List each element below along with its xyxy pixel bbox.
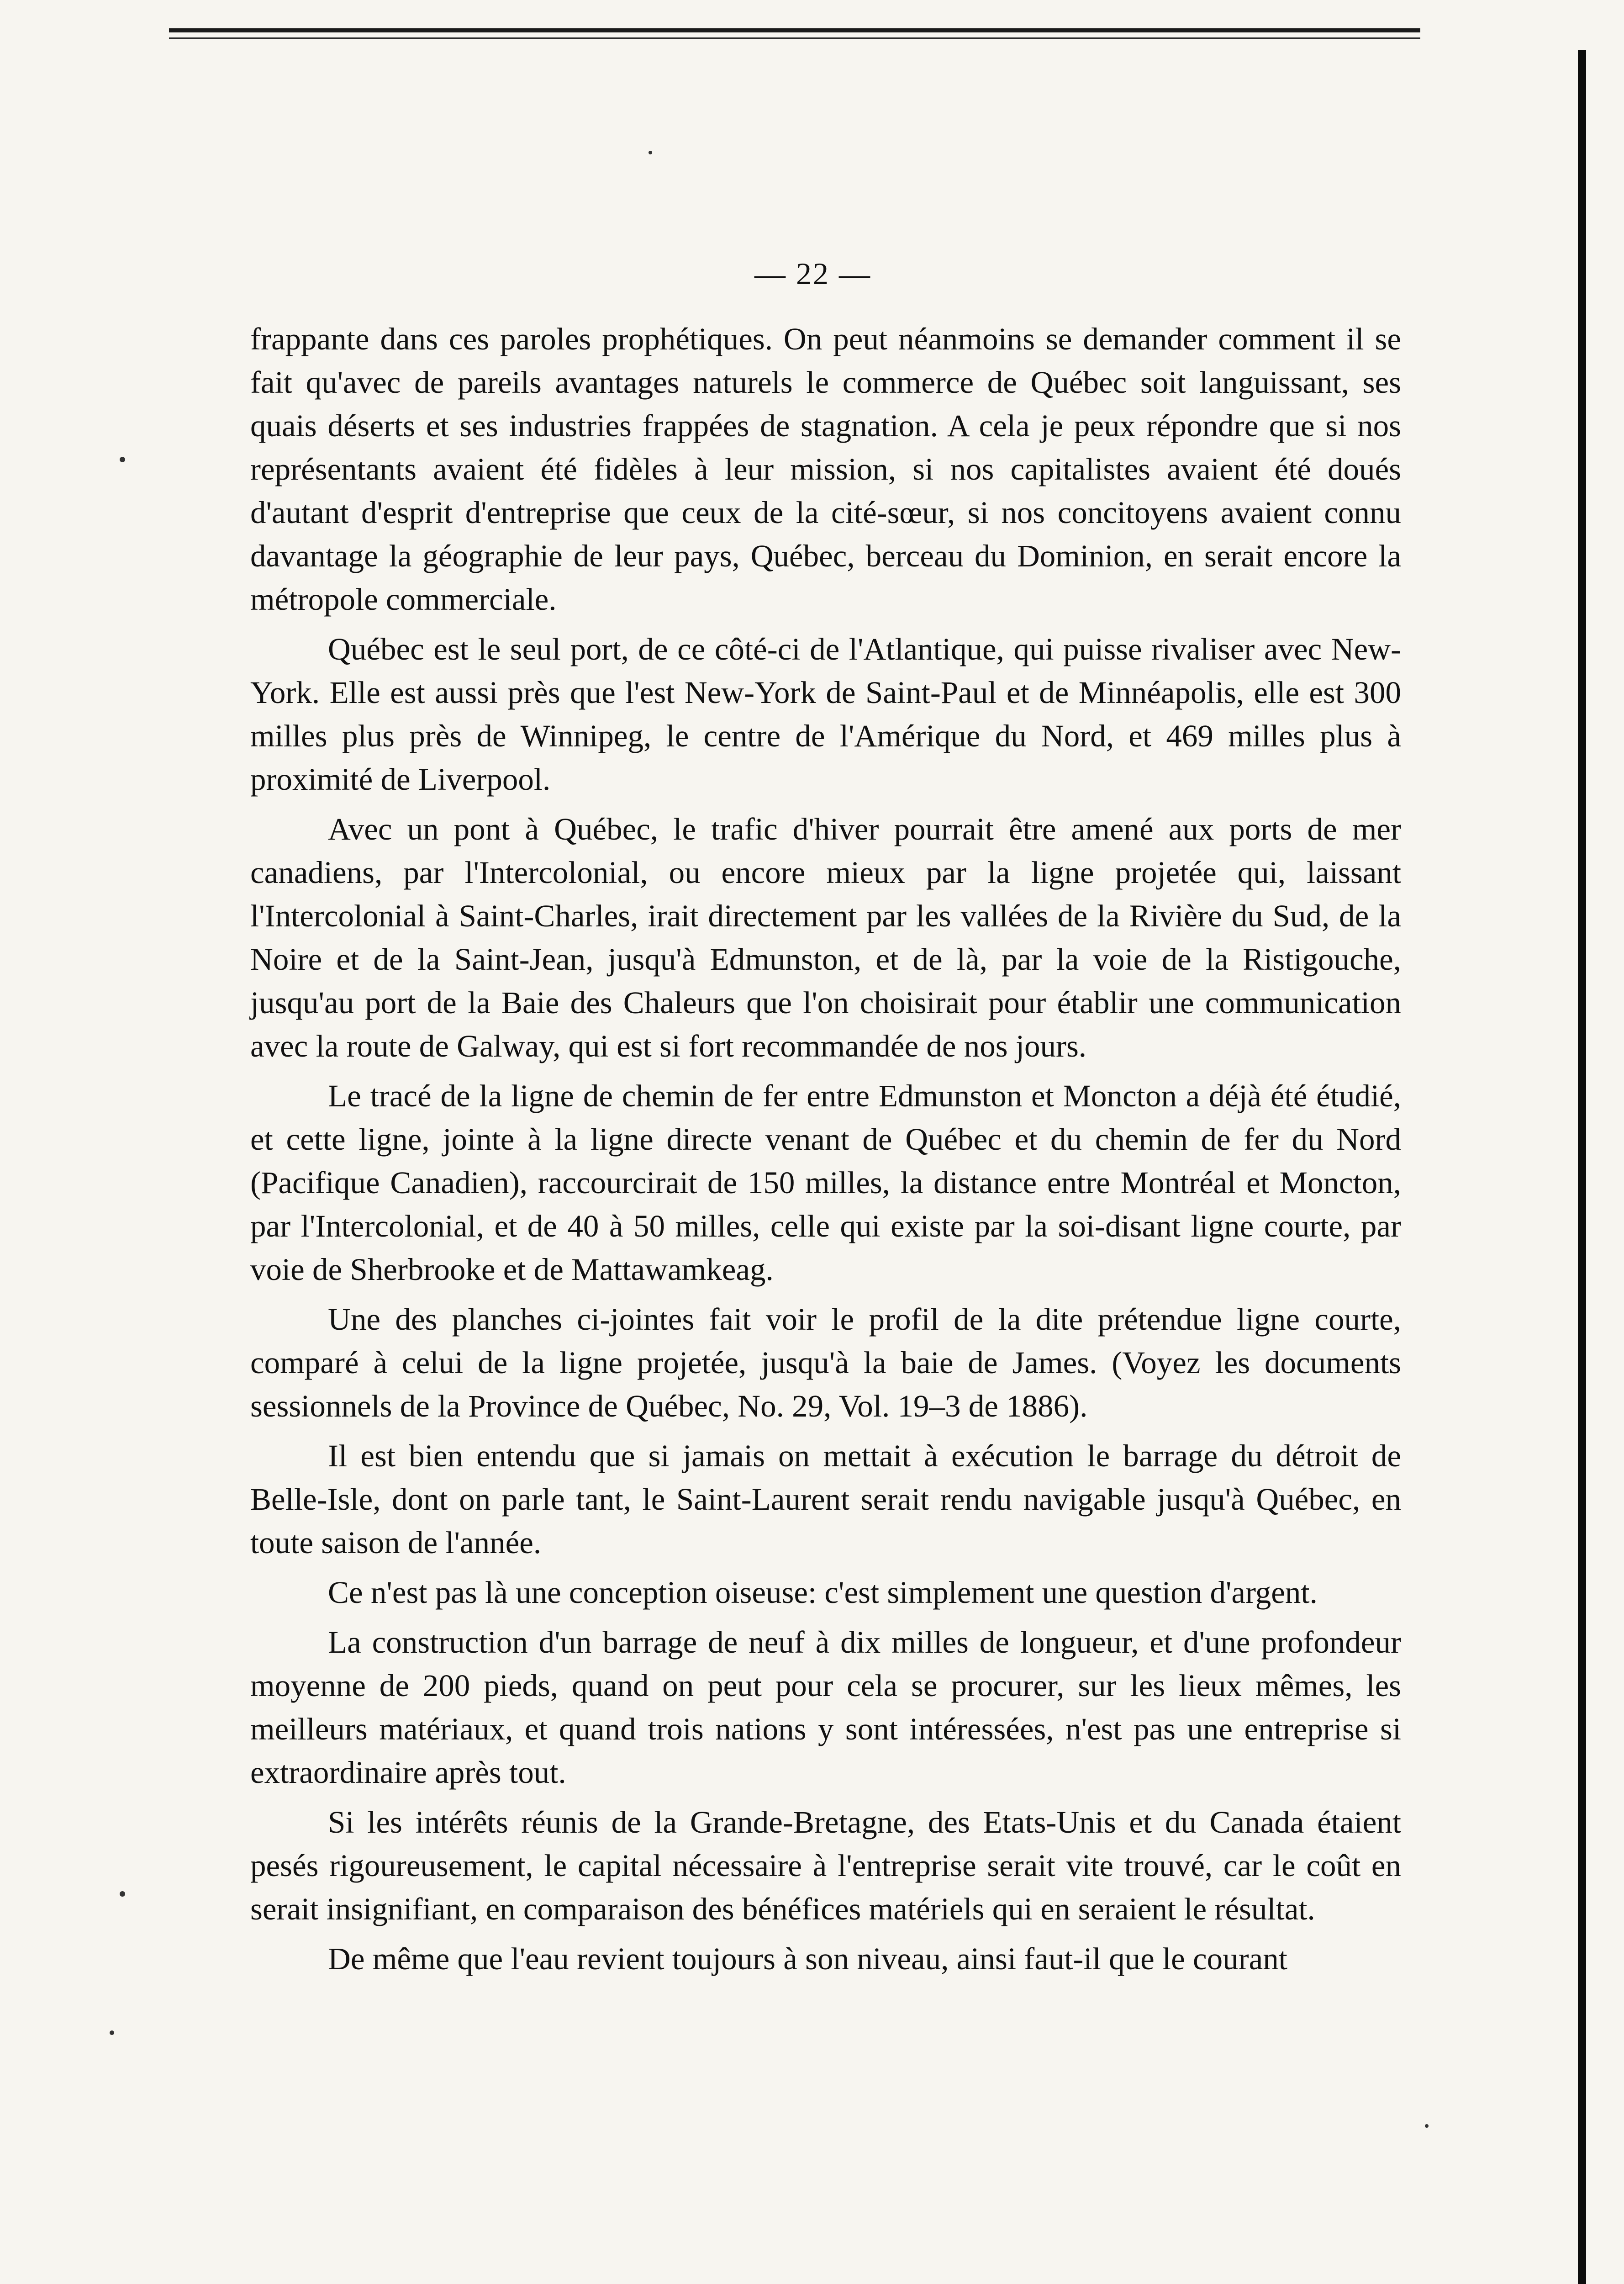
- top-rule-thin: [169, 37, 1420, 39]
- scan-speck: [120, 457, 125, 462]
- right-page-border: [1578, 50, 1586, 2284]
- body-text: [250, 317, 1401, 1987]
- page-number: — 22 —: [754, 256, 871, 291]
- scan-speck: [1425, 2124, 1429, 2128]
- paragraph-1: frappante dans ces paroles prophétiques. On peut néanmoins se demander comment il se fait qu'avec de pareils avantages naturels le commerce de Québec soit languissant, ses quais déserts et ses industries frappées de stagnation. A cela je peux répondre que si nos représentants avaient été fidèles à leur mission, si nos capitalistes avaient été doués d'autant d'esprit d'entreprise que ceux de la cité-sœur, si nos concitoyens avaient connu davantage la géographie de leur pays, Québec, berceau du Dominion, en serait encore la métropole commerciale.: [250, 322, 1401, 617]
- paragraph-7: Ce n'est pas là une conception oiseuse: c'est simplement une question d'argent.: [328, 1575, 1318, 1610]
- paragraph-10: De même que l'eau revient toujours à son niveau, ainsi faut-il que le courant: [328, 1941, 1287, 1976]
- scan-speck: [120, 1891, 125, 1897]
- paragraph-2: Québec est le seul port, de ce côté-ci de l'Atlantique, qui puisse rivaliser avec New-York. Elle est aussi près que l'est New-York de Saint-Paul et de Minnéapolis, elle est 300 milles plus près de Winnipeg, le centre de l'Amérique du Nord, et 469 milles plus à proximité de Liverpool.: [250, 632, 1401, 797]
- paragraph-8: La construction d'un barrage de neuf à dix milles de longueur, et d'une profondeur moyenne de 200 pieds, quand on peut pour cela se procurer, sur les lieux mêmes, les meilleurs matériaux, et quand trois nations y sont intéressées, n'est pas une entreprise si extraordinaire après tout.: [250, 1625, 1401, 1790]
- scan-speck: [649, 151, 652, 154]
- top-rule: [169, 28, 1420, 32]
- paragraph-6: Il est bien entendu que si jamais on mettait à exécution le barrage du détroit de Belle-Isle, dont on parle tant, le Saint-Laurent serait rendu navigable jusqu'à Québec, en toute saison de l'année.: [250, 1438, 1401, 1560]
- paragraph-4: Le tracé de la ligne de chemin de fer entre Edmunston et Moncton a déjà été étudié, et cette ligne, jointe à la ligne directe venant de Québec et du chemin de fer du Nord (Pacifique Canadien), raccourcirait de 150 milles, la distance entre Montréal et Moncton, par l'Intercolonial, et de 40 à 50 milles, celle qui existe par la soi-disant ligne courte, par voie de Sherbrooke et de Mattawamkeag.: [250, 1079, 1401, 1287]
- paragraph-5: Une des planches ci-jointes fait voir le profil de la dite prétendue ligne courte, comparé à celui de la ligne projetée, jusqu'à la baie de James. (Voyez les documents sessionnels de la Province de Québec, No. 29, Vol. 19–3 de 1886).: [250, 1302, 1401, 1423]
- paragraph-9: Si les intérêts réunis de la Grande-Bretagne, des Etats-Unis et du Canada étaient pesés rigoureusement, le capital nécessaire à l'entreprise serait vite trouvé, car le coût en serait insignifiant, en comparaison des bénéfices matériels qui en seraient le résultat.: [250, 1805, 1401, 1926]
- paragraph-3: Avec un pont à Québec, le trafic d'hiver pourrait être amené aux ports de mer canadiens, par l'Intercolonial, ou encore mieux par la ligne projetée qui, laissant l'Intercolonial à Saint-Charles, irait directement par les vallées de la Rivière du Sud, de la Noire et de la Saint-Jean, jusqu'à Edmunston, et de là, par la voie de la Ristigouche, jusqu'au port de la Baie des Chaleurs que l'on choisirait pour établir une communication avec la route de Galway, qui est si fort recommandée de nos jours.: [250, 812, 1401, 1063]
- scan-speck: [110, 2030, 114, 2035]
